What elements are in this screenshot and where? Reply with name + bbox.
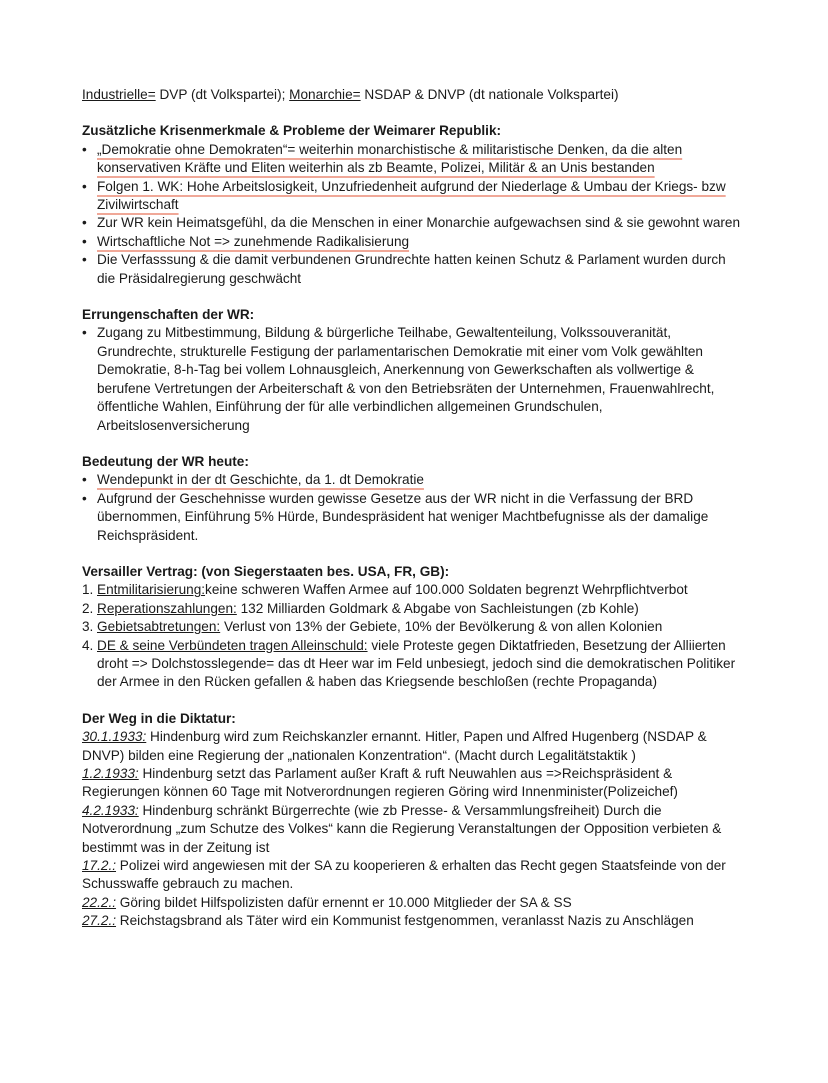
list-number: 1.	[82, 582, 94, 598]
list-item-text: Aufgrund der Geschehnisse wurden gewisse Gesetze aus der WR nicht in die Verfassung der BRD übernommen, Einführung 5% Hürde, Bundespräsident hat weniger Machtbefugnisse als der damalige Reichspräsident.	[97, 490, 709, 543]
timeline-text: Polizei wird angewiesen mit der SA zu kooperieren & erhalten das Recht gegen Staatsfeinde von der Schusswaffe gebrauch zu machen.	[82, 858, 726, 892]
list-item	[82, 141, 747, 178]
list-item-text: 132 Milliarden Goldmark & Abgabe von Sachleistungen (zb Kohle)	[236, 600, 639, 616]
document-content	[82, 86, 747, 931]
heading-krisenmerkmale: Zusätzliche Krisenmerkmale & Probleme der Weimarer Republik:	[82, 123, 502, 139]
list-item	[82, 471, 747, 489]
timeline-entry	[82, 857, 747, 894]
timeline-text: Reichstagsbrand als Täter wird ein Kommunist festgenommen, veranlasst Nazis zu Anschlägen	[116, 913, 694, 929]
list-item	[82, 178, 747, 215]
list-item-label: Gebietsabtretungen:	[97, 619, 221, 635]
heading-bedeutung: Bedeutung der WR heute:	[82, 453, 249, 469]
list-item	[82, 324, 747, 434]
list-item	[82, 581, 747, 599]
timeline-text: Göring bildet Hilfspolizisten dafür ernennt er 10.000 Mitglieder der SA & SS	[116, 894, 572, 910]
heading-weg-in-die-diktatur: Der Weg in die Diktatur:	[82, 710, 236, 726]
list-item	[82, 233, 747, 251]
timeline-text: Hindenburg wird zum Reichskanzler ernannt. Hitler, Papen und Alfred Hugenberg (NSDAP & DNVP) bilden eine Regierung der „nationalen Konzentration“. (Macht durch Legalitätstaktik )	[82, 729, 707, 763]
list-item	[82, 637, 747, 692]
timeline-entry	[82, 894, 747, 912]
list-item-text: Verlust von 13% der Gebiete, 10% der Bevölkerung & von allen Kolonien	[220, 619, 663, 635]
intro-text-industrielle: DVP (dt Volkspartei);	[155, 87, 290, 102]
list-item	[82, 618, 747, 636]
timeline-date: 4.2.1933:	[82, 802, 139, 818]
timeline-entry	[82, 728, 747, 765]
timeline-date: 17.2.:	[82, 858, 117, 874]
timeline-text: Hindenburg setzt das Parlament außer Kraft & ruft Neuwahlen aus =>Reichspräsident & Regierungen können 60 Tage mit Notverordnungen regieren Göring wird Innenminister(Polizeichef)	[82, 766, 678, 800]
intro-label-industrielle: Industrielle=	[82, 87, 156, 102]
versailler-list	[82, 581, 747, 691]
list-item-text: Zur WR kein Heimatsgefühl, da die Menschen in einer Monarchie aufgewachsen sind & sie gewohnt waren	[97, 215, 741, 231]
errungenschaften-list	[82, 324, 747, 434]
krisen-list	[82, 141, 747, 288]
list-item-text: viele Proteste gegen Diktatfrieden, Besetzung der Alliierten droht => Dolchstosslegende= das dt Heer war im Feld unbesiegt, jedoch sind die demokratischen Politiker der Armee in den Rücken gefallen & haben das Kriegsende beschloßen (rechte Propaganda)	[97, 637, 736, 690]
heading-errungenschaften: Errungenschaften der WR:	[82, 307, 255, 323]
timeline-text: Hindenburg schränkt Bürgerrechte (wie zb Presse- & Versammlungsfreiheit) Durch die Notverordnung „zum Schutze des Volkes“ kann die Regierung Veranstaltungen der Opposition verbieten & bestimmt was in der Zeitung ist	[82, 802, 722, 855]
timeline-entry	[82, 912, 747, 930]
list-item-text: „Demokratie ohne Demokraten“= weiterhin monarchistische & militaristische Denken, da die alten konservativen Kräfte und Eliten weiterhin als zb Beamte, Polizei, Militär & an Unis bestanden	[97, 141, 683, 176]
intro-text-monarchie: NSDAP & DNVP (dt nationale Volkspartei)	[360, 87, 619, 102]
list-item	[82, 490, 747, 545]
list-item-text: Wendepunkt in der dt Geschichte, da 1. dt Demokratie	[97, 472, 424, 488]
timeline-date: 30.1.1933:	[82, 729, 147, 745]
list-item	[82, 214, 747, 232]
timeline-date: 1.2.1933:	[82, 766, 139, 781]
intro-line	[82, 86, 747, 104]
list-item-text: Wirtschaftliche Not => zunehmende Radikalisierung	[97, 233, 410, 249]
list-item-text: Folgen 1. WK: Hohe Arbeitslosigkeit, Unzufriedenheit aufgrund der Niederlage & Umbau der Kriegs- bzw Zivilwirtschaft	[97, 178, 726, 213]
list-item-text: keine schweren Waffen Armee auf 100.000 Soldaten begrenzt Wehrpflichtverbot	[205, 582, 688, 598]
intro-label-monarchie: Monarchie=	[289, 87, 361, 102]
timeline-entry	[82, 802, 747, 857]
list-item-label: DE & seine Verbündeten tragen Alleinschuld:	[97, 637, 368, 653]
list-item-text: Zugang zu Mitbestimmung, Bildung & bürgerliche Teilhabe, Gewaltenteilung, Volkssouveranität, Grundrechte, strukturelle Festigung der parlamentarischen Demokratie mit einer vom Volk gewählten Demokratie, 8-h-Tag bei vollem Lohnausgleich, Anerkennung von Gewerkschaften als vollwertige & berufene Vertretungen der Arbeiterschaft & von den Betriebsräten der Unternehmen, Frauenwahlrecht, öffentliche Wahlen, Einführung der für alle verbindlichen allgemeinen Grundschulen, Arbeitslosenversicherung	[97, 325, 715, 433]
timeline-entry	[82, 765, 747, 802]
list-item	[82, 251, 747, 288]
diktatur-timeline	[82, 728, 747, 930]
list-number: 4.	[82, 637, 94, 653]
list-item-label: Entmilitarisierung:	[97, 582, 206, 598]
list-item	[82, 600, 747, 618]
timeline-date: 27.2.:	[82, 913, 117, 929]
list-item-text: Die Verfasssung & die damit verbundenen Grundrechte hatten keinen Schutz & Parlament wurden durch die Präsidalregierung geschwächt	[97, 252, 726, 286]
list-number: 2.	[82, 600, 94, 616]
list-item-label: Reperationszahlungen:	[97, 600, 237, 616]
list-number: 3.	[82, 619, 94, 635]
timeline-date: 22.2.:	[82, 894, 117, 910]
heading-versailler-vertrag: Versailler Vertrag: (von Siegerstaaten bes. USA, FR, GB):	[82, 563, 450, 579]
bedeutung-list	[82, 471, 747, 545]
